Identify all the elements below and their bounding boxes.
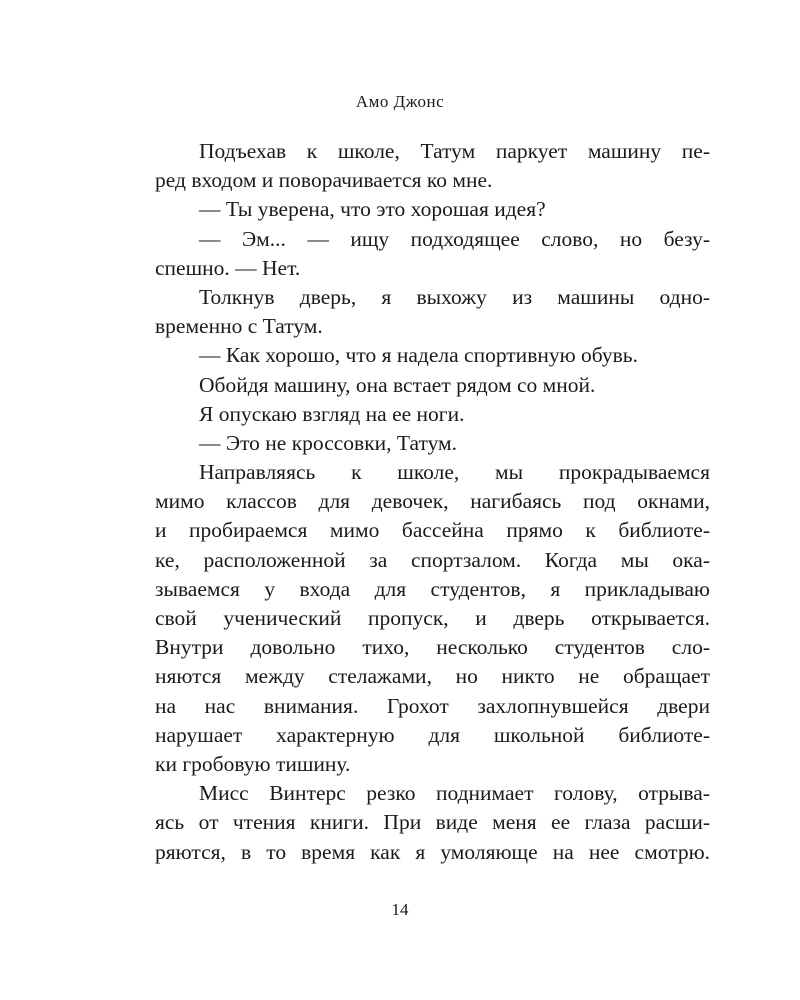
text-line: ке, расположенной за спортзалом. Когда мы ока- [155, 547, 710, 572]
text-line: мимо классов для девочек, нагибаясь под окнами, [155, 489, 710, 514]
text-line: няются между стелажами, но никто не обращает [155, 664, 710, 689]
text-line: ред входом и поворачивается ко мне. [155, 168, 493, 193]
text-line: Я опускаю взгляд на ее ноги. [199, 401, 465, 426]
text-line: ясь от чтения книги. При виде меня ее глаза расши- [155, 810, 710, 835]
text-line: временно с Татум. [155, 314, 323, 339]
text-line: — Это не кроссовки, Татум. [199, 430, 458, 455]
text-line: Толкнув дверь, я выхожу из машины одно- [199, 284, 710, 309]
text-line: — Ты уверена, что это хорошая идея? [199, 197, 546, 222]
text-line: — Как хорошо, что я надела спортивную обувь. [199, 343, 638, 368]
text-line: на нас внимания. Грохот захлопнувшейся двери [155, 693, 710, 718]
text-line: спешно. — Нет. [155, 255, 301, 280]
text-line: ряются, в то время как я умоляюще на нее смотрю. [155, 839, 710, 864]
text-line: нарушает характерную для школьной библиоте- [155, 722, 710, 747]
text-line: Направляясь к школе, мы прокрадываемся [199, 460, 710, 485]
text-line: и пробираемся мимо бассейна прямо к библиоте- [155, 518, 710, 543]
text-line: Подъехав к школе, Татум паркует машину пе- [199, 139, 710, 163]
page-number: 14 [391, 900, 409, 919]
text-line: зываемся у входа для студентов, я прикладываю [155, 576, 710, 601]
text-line: Мисс Винтерс резко поднимает голову, отрыва- [199, 781, 710, 806]
text-line: Внутри довольно тихо, несколько студентов сло- [155, 635, 710, 660]
text-line: ки гробовую тишину. [155, 751, 351, 776]
running-head: Амо Джонс [355, 92, 445, 111]
text-line: — Эм... — ищу подходящее слово, но безу- [199, 226, 710, 251]
body-text [155, 137, 710, 867]
text-line: свой ученический пропуск, и дверь открывается. [155, 606, 710, 630]
text-line: Обойдя машину, она встает рядом со мной. [199, 372, 596, 397]
